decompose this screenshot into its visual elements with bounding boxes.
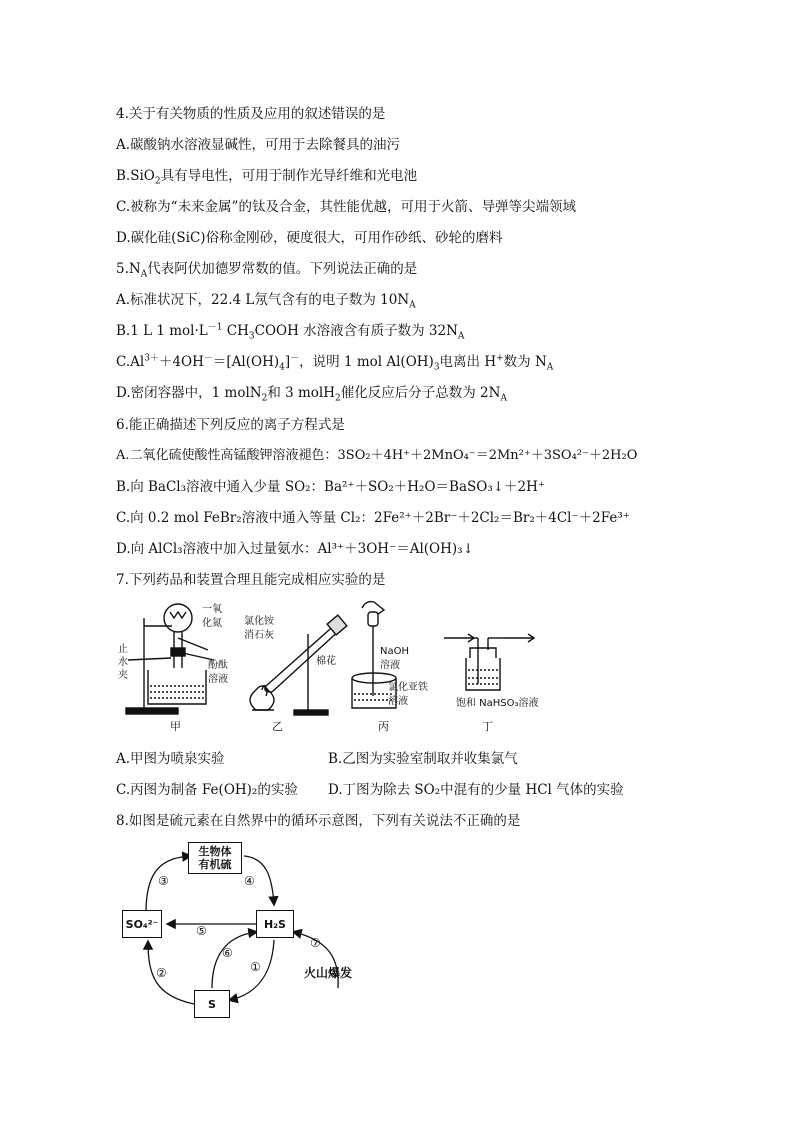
q6-stem: 6.能正确描述下列反应的离子方程式是 xyxy=(116,417,345,433)
t: 催化反应后分子总数为 2 xyxy=(340,385,489,401)
sub: 4 xyxy=(279,362,285,373)
t: ] xyxy=(284,354,291,370)
jia-label-phenol2: 溶液 xyxy=(208,674,228,685)
step-5: ⑤ xyxy=(196,924,207,938)
q7-option-b: B.乙图为实验室制取并收集氯气 xyxy=(328,751,518,767)
q7-stem: 7.下列药品和装置合理且能完成相应实验的是 xyxy=(116,572,386,588)
node-bio-organic-sulfur xyxy=(188,842,242,874)
step-2: ② xyxy=(156,966,167,980)
sub: 2 xyxy=(261,393,268,404)
q5-option-d xyxy=(116,384,507,402)
sub: 2 xyxy=(335,393,341,404)
sub: A xyxy=(546,362,554,373)
q7-apparatus-figure xyxy=(116,598,556,738)
node-sulfate: SO₄²⁻ xyxy=(122,910,162,938)
q4-b-prefix: B.SiO xyxy=(116,168,155,184)
bing-label-naoh: NaOH xyxy=(380,646,409,657)
q7-option-d: D.丁图为除去 SO₂中混有的少量 HCl 气体的实验 xyxy=(328,782,624,798)
t: ，说明 1 mol Al(OH) xyxy=(299,354,434,370)
q5-b-text: B.1 L 1 mol·L xyxy=(116,323,208,339)
q7-option-c: C.丙图为制备 Fe(OH)₂的实验 xyxy=(116,782,298,798)
sup: －1 xyxy=(207,322,223,333)
caption-ding: 丁 xyxy=(482,720,493,733)
na-symbol: N xyxy=(534,354,547,370)
na-symbol: N xyxy=(488,385,501,401)
sup: 3＋ xyxy=(144,353,159,364)
t: ＝[Al(OH) xyxy=(212,354,280,370)
na-symbol: N xyxy=(128,261,141,277)
na-symbol: N xyxy=(446,323,458,339)
q5-b-text3: COOH 水溶液含有质子数为 32 xyxy=(254,323,447,339)
yi-label-nh4cl: 氯化铵 xyxy=(244,616,274,627)
t: 和 3 molH xyxy=(267,385,336,401)
jia-label-no1: 一氧 xyxy=(202,604,222,615)
node-h2s: H₂S xyxy=(256,910,294,938)
yi-label-lime: 消石灰 xyxy=(244,630,274,641)
sub: A xyxy=(409,300,416,311)
sub: 3 xyxy=(433,362,440,373)
sup: － xyxy=(203,353,213,364)
sup: + xyxy=(496,353,504,364)
step-7: ⑦ xyxy=(310,936,321,950)
yi-label-cotton: 棉花 xyxy=(316,656,336,667)
step-3: ③ xyxy=(158,874,169,888)
sub: A xyxy=(500,393,507,404)
jia-label-clip1: 止 xyxy=(118,644,128,655)
node-sulfur: S xyxy=(194,990,230,1018)
caption-jia: 甲 xyxy=(170,720,181,733)
q5-stem: $5.N_A$代表阿伏加德罗常数的值。下列说法正确的是 xyxy=(116,261,418,280)
na-symbol: N xyxy=(397,292,410,308)
q5-a-text: A.标准状况下，22.4 L氖气含有的电子数为 10 xyxy=(116,292,398,308)
bio-line1: 生物体 xyxy=(198,845,232,858)
jia-label-clip3: 夹 xyxy=(118,670,128,681)
sub: 3 xyxy=(248,331,255,342)
q4-option-c: C.被称为“未来金属”的钛及合金，其性能优越，可用于火箭、导弹等尖端领域 xyxy=(116,199,576,215)
q5-stem-text: 代表阿伏加德罗常数的值。下列说法正确的是 xyxy=(147,261,418,277)
label-volcano: 火山爆发 xyxy=(304,966,353,980)
t: C.Al xyxy=(116,354,145,370)
q4-option-a: A.碳酸钠水溶液显碱性，可用于去除餐具的油污 xyxy=(116,137,401,153)
q6-option-c: C.向 0.2 mol FeBr₂溶液中通入等量 Cl₂：2Fe²⁺＋2Br⁻＋2Cl₂＝Br₂＋4Cl⁻＋2Fe³⁺ xyxy=(116,510,630,526)
q4-stem: 4.关于有关物质的性质及应用的叙述错误的是 xyxy=(116,106,386,122)
q4-option-d: D.碳化硅(SiC)俗称金刚砂，硬度很大，可用作砂纸、砂轮的磨料 xyxy=(116,230,503,246)
bing-label-fecl2: 氯化亚铁 xyxy=(388,682,428,693)
t: 数为 xyxy=(503,354,535,370)
jia-label-clip2: 水 xyxy=(118,657,128,668)
q6-option-a: A.二氧化硫使酸性高锰酸钾溶液褪色：3SO₂＋4H⁺＋2MnO₄⁻＝2Mn²⁺＋3SO₄²⁻＋2H₂O xyxy=(116,448,638,463)
bing-label-solution: 溶液 xyxy=(380,660,400,671)
sup: － xyxy=(290,353,300,364)
caption-yi: 乙 xyxy=(272,720,283,733)
sub: A xyxy=(457,331,465,342)
ding-label-nahso3: 饱和 NaHSO₃溶液 xyxy=(456,698,539,709)
jia-label-no2: 化氮 xyxy=(202,618,222,629)
t: D.密闭容器中，1 molN xyxy=(116,385,262,401)
q6-option-d: D.向 AlCl₃溶液中加入过量氨水：Al³⁺＋3OH⁻＝Al(OH)₃↓ xyxy=(116,541,474,557)
q5-option-a xyxy=(116,291,416,309)
q7-option-a: A.甲图为喷泉实验 xyxy=(116,751,225,767)
bio-line2: 有机硫 xyxy=(198,858,232,871)
q5-option-b xyxy=(116,322,464,340)
q4-option-b xyxy=(116,167,417,185)
jia-label-phenol1: 酚酞 xyxy=(208,660,228,671)
q5-b-text2: CH xyxy=(222,323,249,339)
sub: 2 xyxy=(154,176,161,187)
step-1: ① xyxy=(250,960,261,974)
step-6: ⑥ xyxy=(222,946,233,960)
caption-bing: 丙 xyxy=(378,720,389,733)
t: ＋4OH xyxy=(158,354,204,370)
q6-option-b: B.向 BaCl₃溶液中通入少量 SO₂：Ba²⁺＋SO₂＋H₂O＝BaSO₃↓＋2H⁺ xyxy=(116,479,546,495)
bing-label-solution2: 溶液 xyxy=(388,696,408,707)
sub: A xyxy=(140,269,148,280)
q4-b-text: 具有导电性，可用于制作光导纤维和光电池 xyxy=(160,168,418,184)
q5-option-c xyxy=(116,353,553,371)
step-4: ④ xyxy=(244,874,255,888)
t: 电离出 H xyxy=(439,354,497,370)
node-bio-text xyxy=(199,845,232,871)
q8-stem: 8.如图是硫元素在自然界中的循环示意图，下列有关说法不正确的是 xyxy=(116,813,521,829)
